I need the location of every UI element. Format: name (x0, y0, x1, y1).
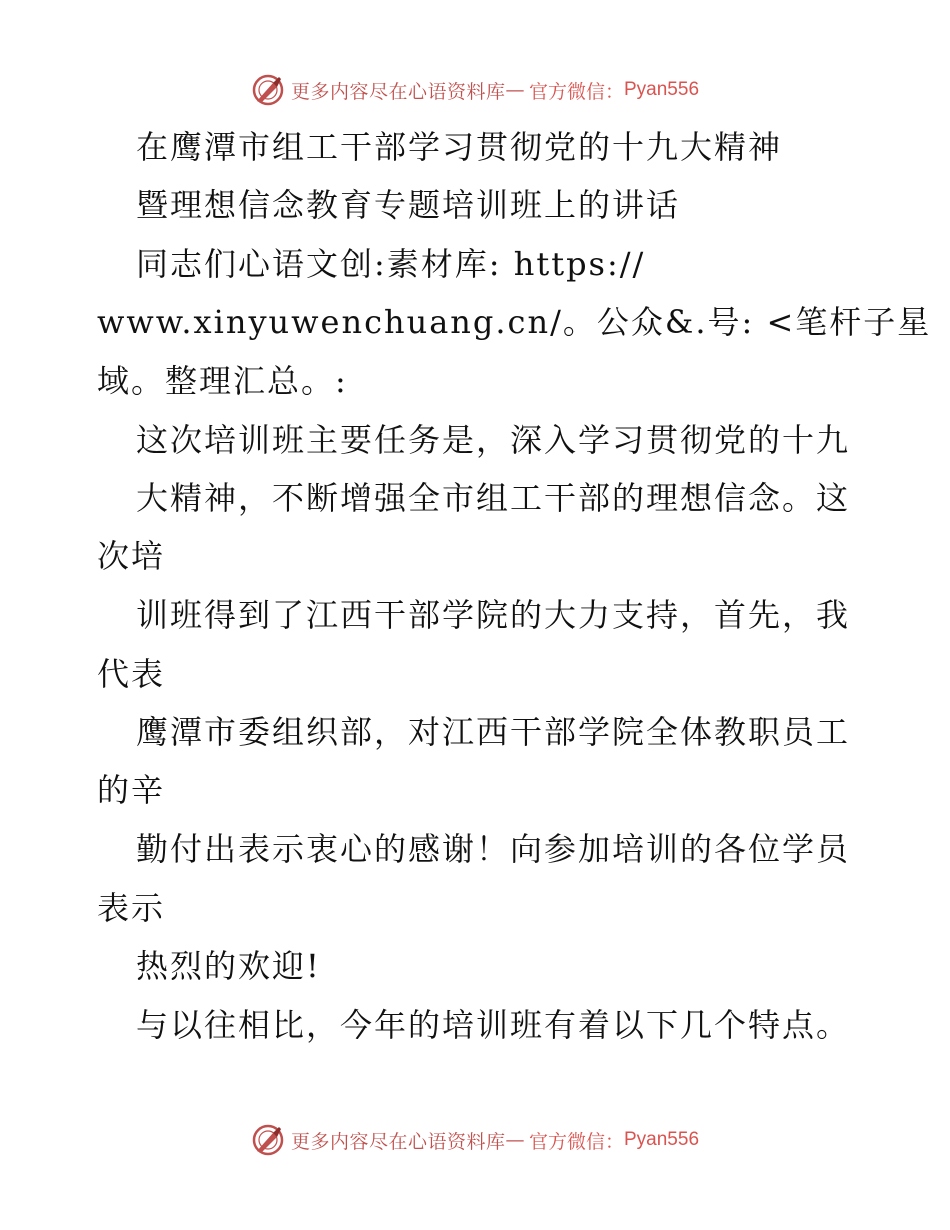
paragraph-line: 域。整理汇总。: (97, 362, 348, 400)
watermark-dash: — (505, 79, 525, 101)
watermark-text: 更多内容尽在心语资料库 (290, 1130, 506, 1153)
paragraph-line: 与以往相比，今年的培训班有着以下几个特点。 (136, 1006, 851, 1044)
paragraph-line: 热烈的欢迎! (136, 947, 321, 985)
watermark-official-label: 官方微信： (528, 1130, 624, 1153)
paragraph-line: 大精神，不断增强全市组工干部的理想信念。这 (136, 479, 851, 517)
paragraph-line: 代表 (97, 655, 166, 693)
header-watermark (0, 70, 950, 110)
paragraph-line: 表示 (97, 889, 166, 927)
pen-logo-icon (251, 1123, 285, 1157)
paragraph-line: 同志们心语文创:素材库: https:// (136, 245, 646, 283)
paragraph-line: 这次培训班主要任务是，深入学习贯彻党的十九 (136, 421, 851, 459)
footer-watermark (0, 1120, 950, 1160)
paragraph-line: 的辛 (97, 771, 166, 809)
watermark-wechat-id: Pyan556 (624, 1129, 700, 1150)
title-line-1: 在鹰潭市组工干部学习贯彻党的十九大精神 (136, 128, 783, 166)
watermark-dash: — (505, 1129, 525, 1151)
paragraph-line: 次培 (97, 537, 166, 575)
paragraph-line: 勤付出表示衷心的感谢！向参加培训的各位学员 (136, 830, 851, 868)
paragraph-line: 训班得到了江西干部学院的大力支持，首先，我 (136, 596, 851, 634)
paragraph-line: 鹰潭市委组织部，对江西干部学院全体教职员工 (136, 713, 851, 751)
paragraph-line: www.xinyuwenchuang.cn/。公众&.号: <笔杆子星 (97, 303, 932, 341)
pen-logo-icon (251, 73, 285, 107)
title-line-2: 暨理想信念教育专题培训班上的讲话 (136, 186, 681, 224)
watermark-text: 更多内容尽在心语资料库 (290, 80, 506, 103)
watermark-wechat-id: Pyan556 (624, 79, 700, 100)
watermark-official-label: 官方微信： (528, 80, 624, 103)
